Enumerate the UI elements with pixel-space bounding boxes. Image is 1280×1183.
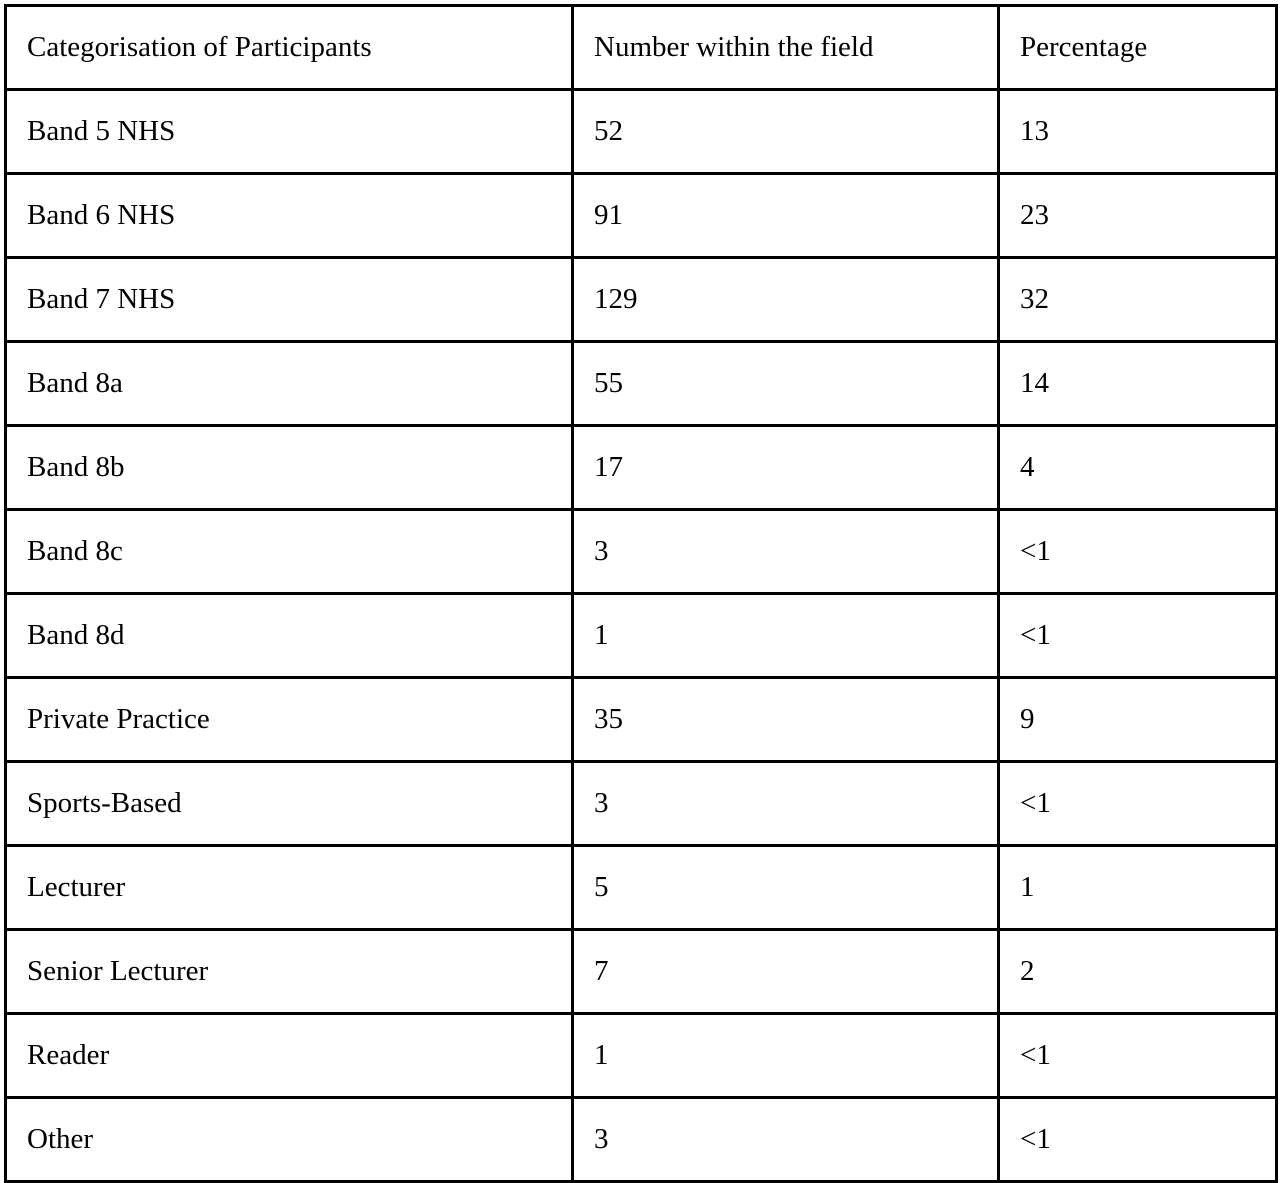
cell-number: 3 xyxy=(573,510,999,594)
cell-percentage: 9 xyxy=(999,678,1277,762)
cell-percentage: 14 xyxy=(999,342,1277,426)
cell-category: Band 8a xyxy=(6,342,573,426)
cell-category: Band 7 NHS xyxy=(6,258,573,342)
table-row xyxy=(6,90,1277,174)
table-row xyxy=(6,930,1277,1014)
cell-number: 3 xyxy=(573,762,999,846)
table-row xyxy=(6,1014,1277,1098)
header-number: Number within the field xyxy=(573,6,999,90)
cell-number: 3 xyxy=(573,1098,999,1182)
table-header-row xyxy=(6,6,1277,90)
cell-category: Band 8d xyxy=(6,594,573,678)
cell-percentage: 1 xyxy=(999,846,1277,930)
cell-percentage: 32 xyxy=(999,258,1277,342)
cell-number: 17 xyxy=(573,426,999,510)
participants-table xyxy=(4,4,1278,1183)
cell-percentage: 2 xyxy=(999,930,1277,1014)
table-row xyxy=(6,1098,1277,1182)
header-percentage: Percentage xyxy=(999,6,1277,90)
cell-category: Sports-Based xyxy=(6,762,573,846)
cell-percentage: <1 xyxy=(999,594,1277,678)
table-row xyxy=(6,678,1277,762)
cell-category: Band 8b xyxy=(6,426,573,510)
cell-percentage: 23 xyxy=(999,174,1277,258)
cell-category: Senior Lecturer xyxy=(6,930,573,1014)
cell-number: 1 xyxy=(573,594,999,678)
table-row xyxy=(6,762,1277,846)
table-row xyxy=(6,174,1277,258)
cell-percentage: <1 xyxy=(999,1014,1277,1098)
table-row xyxy=(6,510,1277,594)
cell-percentage: <1 xyxy=(999,762,1277,846)
header-category: Categorisation of Participants xyxy=(6,6,573,90)
cell-number: 1 xyxy=(573,1014,999,1098)
cell-number: 7 xyxy=(573,930,999,1014)
cell-percentage: 13 xyxy=(999,90,1277,174)
cell-category: Lecturer xyxy=(6,846,573,930)
cell-number: 129 xyxy=(573,258,999,342)
cell-percentage: 4 xyxy=(999,426,1277,510)
cell-number: 55 xyxy=(573,342,999,426)
table-row xyxy=(6,258,1277,342)
cell-number: 52 xyxy=(573,90,999,174)
cell-percentage: <1 xyxy=(999,1098,1277,1182)
cell-category: Private Practice xyxy=(6,678,573,762)
table-row xyxy=(6,846,1277,930)
cell-number: 5 xyxy=(573,846,999,930)
table-row xyxy=(6,342,1277,426)
cell-number: 91 xyxy=(573,174,999,258)
cell-category: Band 5 NHS xyxy=(6,90,573,174)
cell-category: Other xyxy=(6,1098,573,1182)
cell-category: Band 6 NHS xyxy=(6,174,573,258)
cell-category: Band 8c xyxy=(6,510,573,594)
cell-category: Reader xyxy=(6,1014,573,1098)
table-row xyxy=(6,426,1277,510)
cell-number: 35 xyxy=(573,678,999,762)
cell-percentage: <1 xyxy=(999,510,1277,594)
table-row xyxy=(6,594,1277,678)
